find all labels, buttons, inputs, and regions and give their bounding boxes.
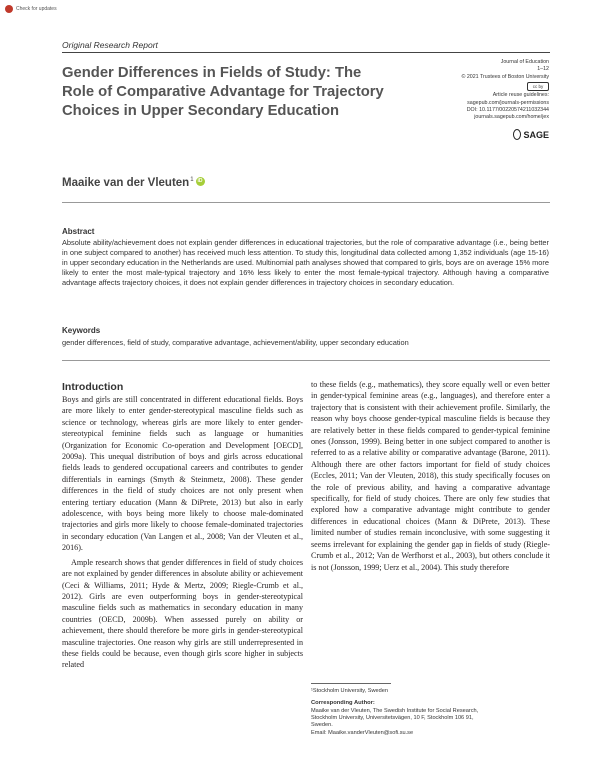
paragraph: Ample research shows that gender differences in field of study choices are not explained by gender differences in absolute ability or achievement (Ceci & Williams, 2011; Hyde & Mertz, 2009; Riegle-Crumb et al., 2012). Girls are even outperforming boys in gender-stereotypical masculine fields such as mathematics in secondary education in many countries (OECD, 2009b). When assessed purely on ability or achievement, there should therefore be more girls in gender-stereotypical masculine trajectories. One reason why girls are still underrepresented in these fields could be because, even though girls score higher in subjects related [62, 557, 303, 670]
journal-name: Journal of Education [500, 59, 549, 65]
permissions-link[interactable]: sagepub.com/journals-permissions [467, 99, 549, 106]
body-column-left [62, 394, 303, 671]
corresponding-author-details [311, 708, 551, 737]
keywords-heading: Keywords [62, 326, 101, 335]
abstract-top-divider [62, 202, 550, 203]
corresponding-author-line: Stockholm University, Universitetsvägen, 10 F, Stockholm 106 91, [311, 715, 474, 722]
article-title: Gender Differences in Fields of Study: The Role of Comparative Advantage for Trajectory Choices in Upper Secondary Education [62, 65, 384, 119]
creative-commons-icon: cc by [527, 82, 549, 91]
corresponding-author-email[interactable]: Email: Maaike.vanderVleuten@sofi.su.se [311, 729, 414, 736]
affiliation-footnote: ¹Stockholm University, Sweden [311, 688, 388, 694]
keywords-text: gender differences, field of study, comparative advantage, achievement/ability, upper secondary education [62, 338, 409, 347]
author-name: Maaike van der Vleuten [62, 177, 190, 189]
sage-logo-icon [513, 129, 521, 140]
corresponding-author-heading: Corresponding Author: [311, 700, 375, 706]
body-column-right [311, 379, 550, 573]
doi-link[interactable]: DOI: 10.1177/00220574211032344 [466, 107, 549, 114]
corresponding-author-line: Maaike van der Vleuten, The Swedish Institute for Social Research, [311, 708, 479, 714]
abstract-text: Absolute ability/achievement does not explain gender differences in educational trajectories, but the role of comparative advantage (i.e., being better in one subject compared to another) has received much less attention. To study this, longitudinal data collected among 1,352 individuals (age 15-16) in upper secondary education in the Netherlands are used. Multinomial path analyses showed that compared to girls, boys are on average 15% more likely to enter the most male-typical trajectory and 16% less likely to enter the most female-typical trajectory. Although having a comparative advantage affects trajectory choices, it does not explain gender differences in trajectory choices in secondary education. [62, 238, 549, 288]
abstract-heading: Abstract [62, 227, 95, 236]
publisher-name: SAGE [523, 129, 549, 140]
corresponding-author-line: Sweden. [311, 722, 333, 729]
orcid-icon[interactable]: iD [197, 178, 203, 184]
header-divider [62, 52, 550, 53]
journal-homepage-link[interactable]: journals.sagepub.com/home/jex [474, 114, 549, 121]
introduction-heading: Introduction [62, 381, 124, 393]
check-for-updates-badge[interactable] [5, 5, 57, 13]
paragraph: to these fields (e.g., mathematics), they score equally well or even better in gender-typical feminine areas (e.g., languages), and therefore enter a trajectory that is consistent with their achievement profile. Similarly, the reason why boys choose gender-typical masculine fields is because they are relatively better in these fields compared to gender-typical feminine ones (Jonsson, 1999). Being better in one subject compared to another is referred to as a relative ability or comparative advantage (Barone, 2011). Although there are other factors important for field of study choices (Eccles, 2011; Van der Vleuten, 2018), this study specifically focuses on the role of previous ability, and having a comparative advantage specifically, for field of study choices. There are only few studies that explored how a comparative advantage might contribute to gender differences in educational choices (Mann & DiPrete, 2013). These limited number of studies remain inconclusive, with some suggesting it seems irrelevant for explaining the gender gap in fields of study (Riegle-Crumb et al., 2012; Van de Werfhorst et al., 2003), but others conclude it is not (Jonsson, 1999; Uerz et al., 2004). This study therefore [311, 380, 550, 572]
reuse-guidelines-label: Article reuse guidelines: [492, 92, 549, 99]
author-line [62, 177, 205, 189]
affiliation-marker: 1 [190, 177, 194, 183]
journal-info-block [389, 59, 549, 122]
copyright-line: © 2021 Trustees of Boston University [461, 73, 549, 80]
paragraph: Boys and girls are still concentrated in different educational fields. Boys are more likely to enter gender-stereotypical masculine fields such as science or technology, whereas girls are more likely to enter gender-stereotypical feminine fields such as language or humanities (Organization for Economic Co-operation and Development [OECD], 2009a). This unequal distribution of boys and girls across educational fields leads to gendered occupational careers and contributes to gender differentials in earnings (Smyth & Steinmetz, 2008). These gender differences in the field of study choices are not only present when entering tertiary education (Mann & DiPrete, 2013) but also in early adolescence, with boys being more likely to choose male-dominated trajectories and girls more likely to choose female-dominated trajectories in secondary education (Van Langen et al., 2008; Van der Vleuten et al., 2016). [62, 395, 303, 553]
keywords-bottom-divider [62, 360, 550, 361]
check-for-updates-label: Check for updates [16, 6, 57, 12]
update-check-icon [5, 5, 13, 13]
footnote-divider [311, 683, 391, 684]
publisher-logo [513, 129, 549, 140]
article-type-label: Original Research Report [62, 40, 158, 50]
page-range: 1–12 [537, 66, 549, 73]
